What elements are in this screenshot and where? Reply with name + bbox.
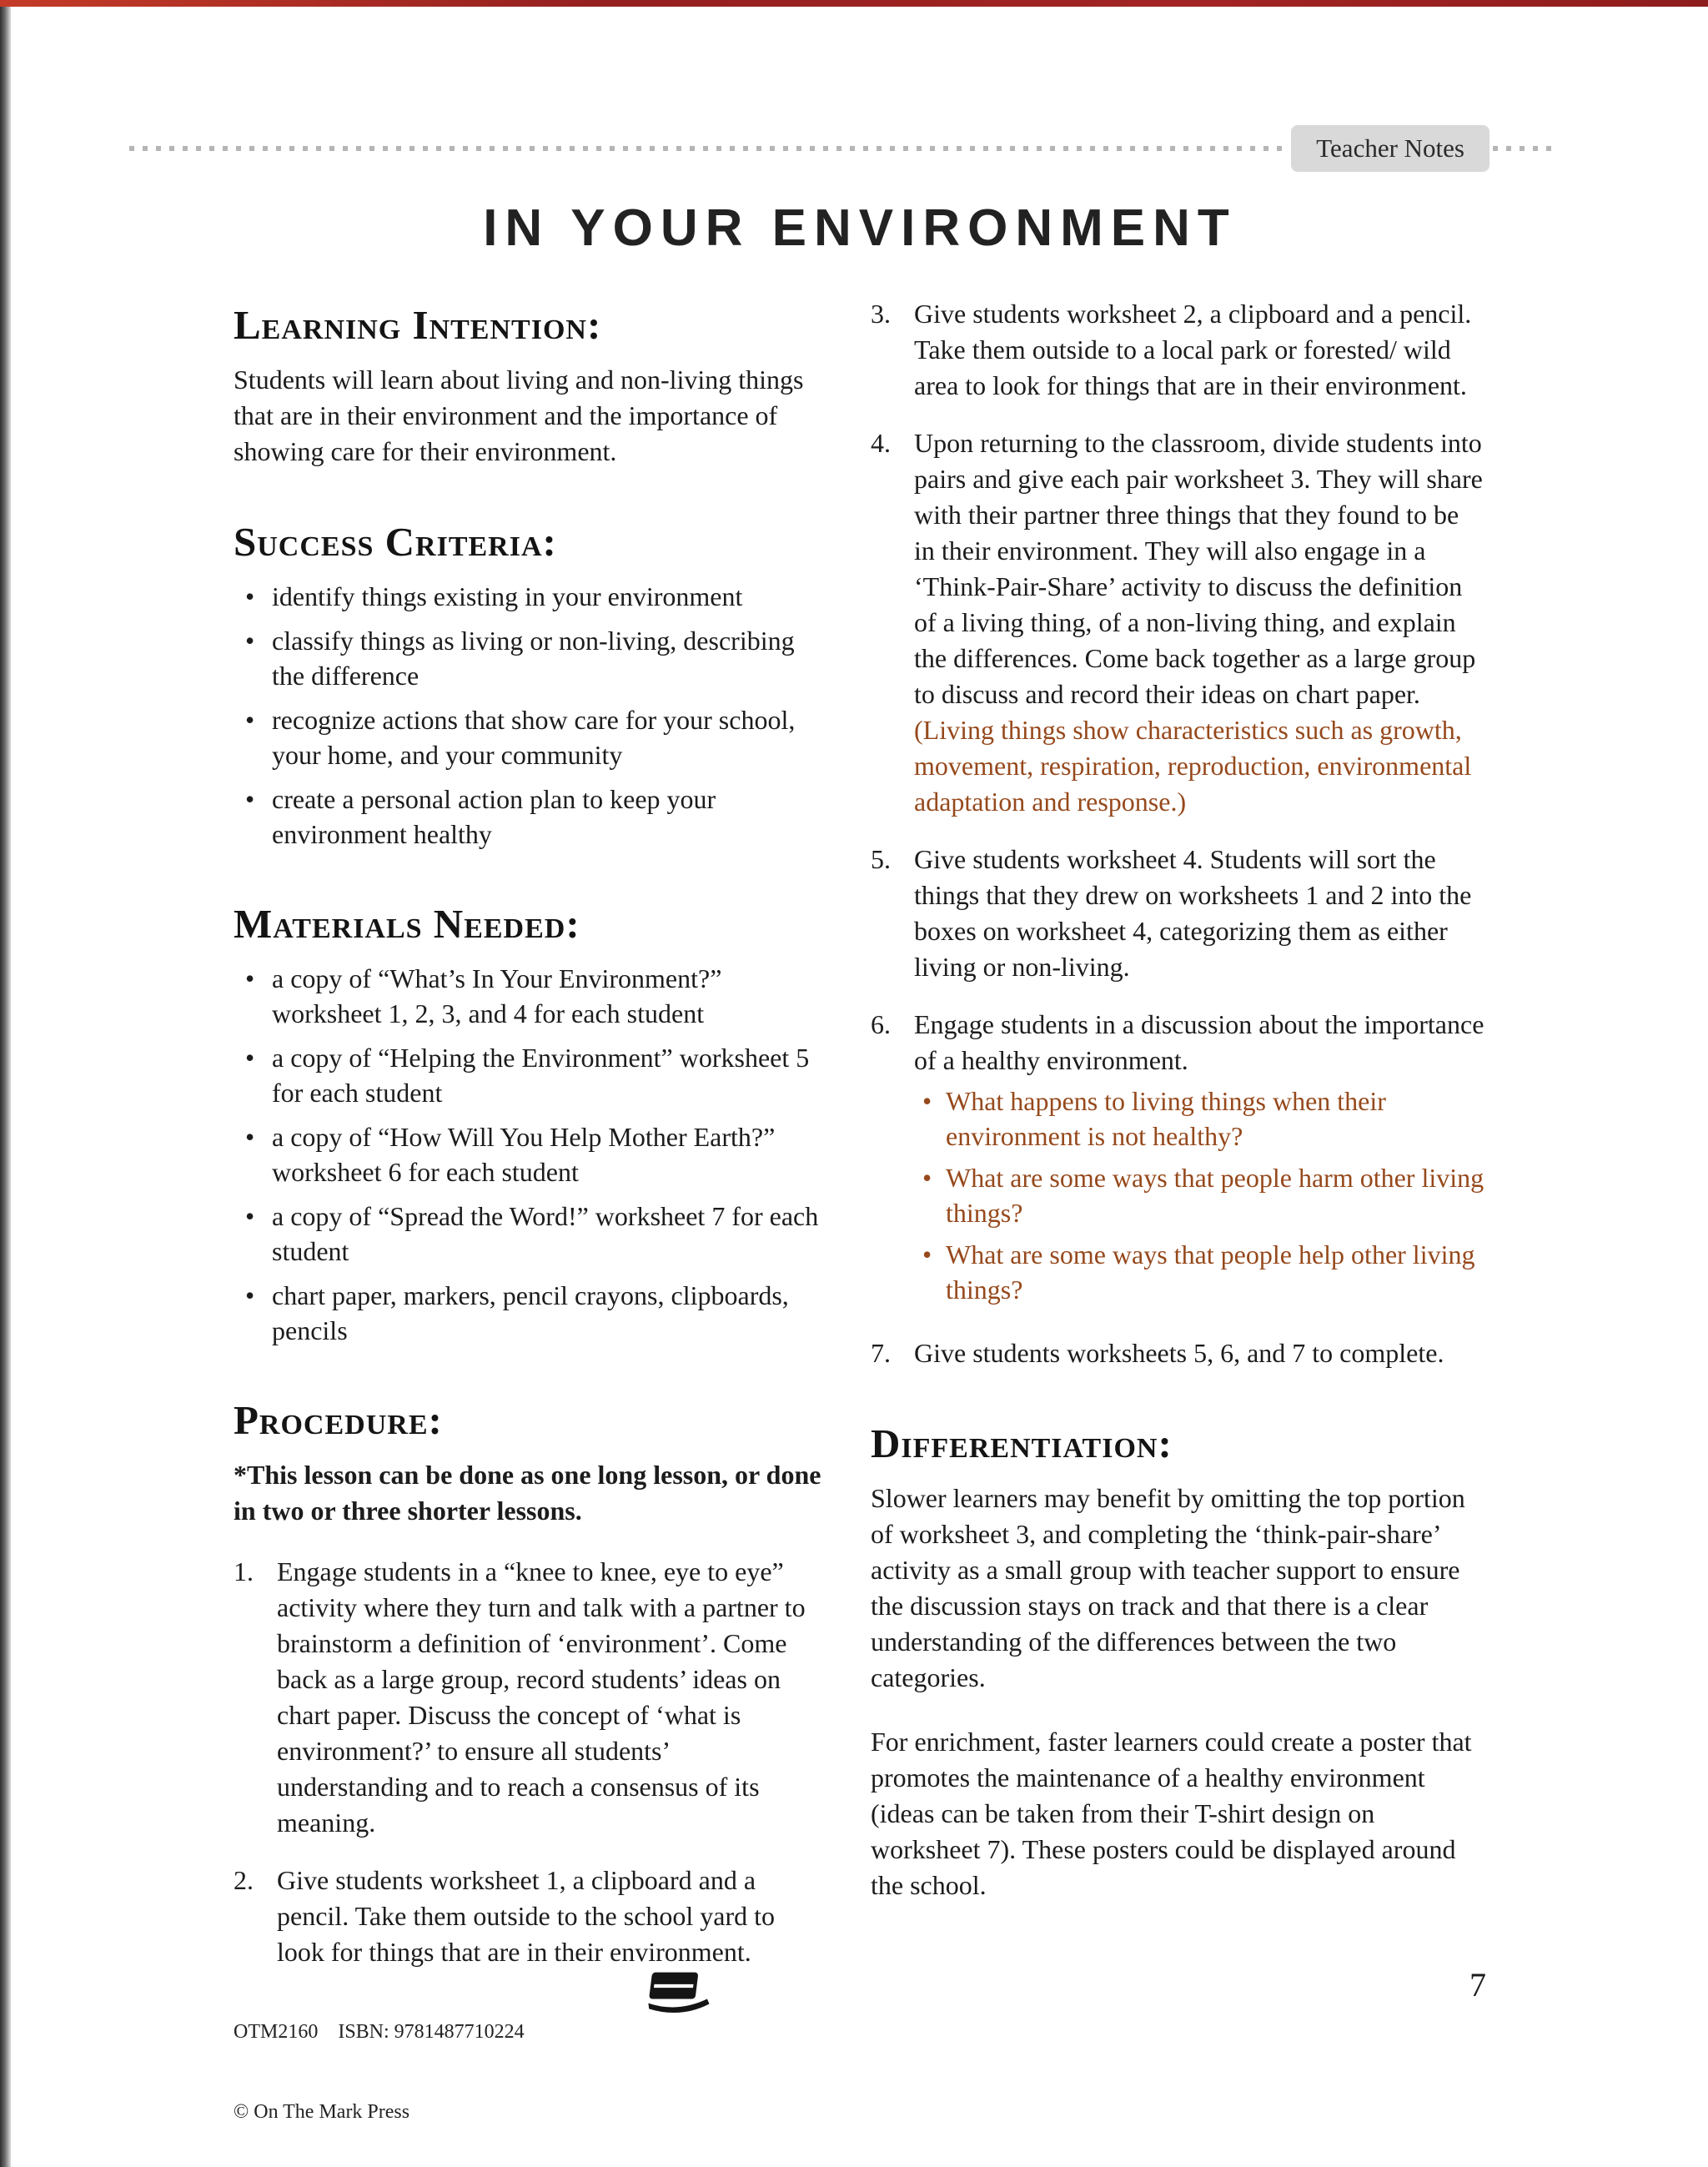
page-title: IN YOUR ENVIRONMENT [483, 199, 1237, 257]
teacher-notes-tab: Teacher Notes [1291, 125, 1489, 172]
step-number: 1. [234, 1556, 254, 1586]
materials-needed-heading: Materials Needed: [234, 901, 580, 947]
step-highlight-note: (Living things show characteristics such as growth, movement, respiration, reproduction, environmental adaptation and response.) [914, 715, 1472, 817]
procedure-step-5 [871, 842, 1486, 985]
list-item: • What happens to living things when their environment is not healthy? [914, 1084, 1486, 1154]
scan-edge-top [0, 0, 1708, 7]
step-text: Give students worksheets 5, 6, and 7 to complete. [914, 1338, 1444, 1368]
right-column [871, 296, 1486, 1932]
step-text: Upon returning to the classroom, divide students into pairs and give each pair worksheet 3. They will share with their partner three things that they found to be in their environment. They will also engage in a ‘Think-Pair-Share’ activity to discuss the definition of a living thing, of a non-living thing, and explain the differences. Come back together as a large group to discuss and record their ideas on chart paper. [914, 428, 1483, 709]
procedure-step-4 [871, 425, 1486, 820]
procedure-step-7 [871, 1335, 1486, 1371]
list-item: • create a personal action plan to keep your environment healthy [234, 782, 822, 852]
step-text: Engage students in a discussion about the importance of a healthy environment. [914, 1009, 1484, 1075]
step-text: Give students worksheet 2, a clipboard and a pencil. Take them outside to a local park or forested/ wild area to look for things that are in their environment. [914, 299, 1472, 400]
list-item: • classify things as living or non-living, describing the difference [234, 623, 822, 693]
step-number: 4. [871, 428, 891, 458]
list-item: • What are some ways that people harm other living things? [914, 1160, 1486, 1230]
list-item: • chart paper, markers, pencil crayons, clipboards, pencils [234, 1278, 822, 1348]
procedure-heading: Procedure: [234, 1397, 443, 1443]
differentiation-heading: Differentiation: [871, 1420, 1173, 1466]
list-item: • identify things existing in your environment [234, 579, 822, 614]
step-number: 7. [871, 1338, 891, 1368]
learning-intention-body: Students will learn about living and non-living things that are in their environment and the importance of showing care for their environment. [234, 365, 804, 466]
step-text: Give students worksheet 1, a clipboard and a pencil. Take them outside to the school yard to look for things that are in their environment. [277, 1865, 776, 1967]
procedure-step-1 [234, 1554, 822, 1841]
list-item: • a copy of “How Will You Help Mother Earth?” worksheet 6 for each student [234, 1119, 822, 1189]
dotted-rule-right [1493, 146, 1558, 151]
list-item: • a copy of “What’s In Your Environment?” worksheet 1, 2, 3, and 4 for each student [234, 961, 822, 1031]
publisher-logo-icon [641, 1968, 711, 2021]
header-rule [129, 125, 1558, 172]
footer-meta [234, 1965, 525, 2167]
page-number: 7 [1469, 1966, 1486, 2004]
step-text: Engage students in a “knee to knee, eye to eye” activity where they turn and talk with a partner to brainstorm a definition of ‘environment’. Come back as a large group, record students’ ideas on chart paper. Discuss the concept of ‘what is environment?’ to ensure all students’ understanding and to reach a consensus of its meaning. [277, 1556, 806, 1838]
learning-intention-heading: Learning Intention: [234, 302, 602, 348]
procedure-step-2 [234, 1863, 822, 1970]
left-column [234, 296, 822, 1992]
dotted-rule-left [129, 146, 1288, 151]
discussion-questions-list [914, 1084, 1486, 1307]
procedure-step-6 [871, 1007, 1486, 1314]
step-number: 3. [871, 299, 891, 329]
differentiation-paragraph: For enrichment, faster learners could create a poster that promotes the maintenance of a healthy environment (ideas can be taken from their T-shirt design on worksheet 7). These posters could be displayed around the school. [871, 1727, 1472, 1900]
step-number: 2. [234, 1865, 254, 1895]
page-footer [234, 1965, 1486, 2167]
differentiation-paragraph: Slower learners may benefit by omitting the top portion of worksheet 3, and completing the ‘think-pair-share’ activity as a small group with teacher support to ensure the discussion stays on track and that there is a clear understanding of the differences between the two categories. [871, 1483, 1465, 1692]
procedure-step-3 [871, 296, 1486, 404]
step-number: 5. [871, 844, 891, 874]
footer-copyright-line: © On The Mark Press [234, 2101, 410, 2123]
materials-needed-list [234, 961, 822, 1348]
success-criteria-heading: Success Criteria: [234, 519, 557, 565]
step-text: Give students worksheet 4. Students will sort the things that they drew on worksheets 1 and 2 into the boxes on worksheet 4, categorizing them as either living or non-living. [914, 844, 1472, 982]
list-item: • a copy of “Spread the Word!” worksheet 7 for each student [234, 1199, 822, 1269]
step-number: 6. [871, 1009, 891, 1039]
list-item: • a copy of “Helping the Environment” worksheet 5 for each student [234, 1040, 822, 1110]
list-item: • What are some ways that people help other living things? [914, 1237, 1486, 1307]
procedure-note: *This lesson can be done as one long lesson, or done in two or three shorter lessons. [234, 1460, 821, 1526]
footer-code-line: OTM2160 ISBN: 9781487710224 [234, 2021, 525, 2043]
success-criteria-list [234, 579, 822, 852]
scan-edge-left [0, 0, 11, 2167]
page-content [234, 199, 1486, 1992]
list-item: • recognize actions that show care for your school, your home, and your community [234, 702, 822, 772]
